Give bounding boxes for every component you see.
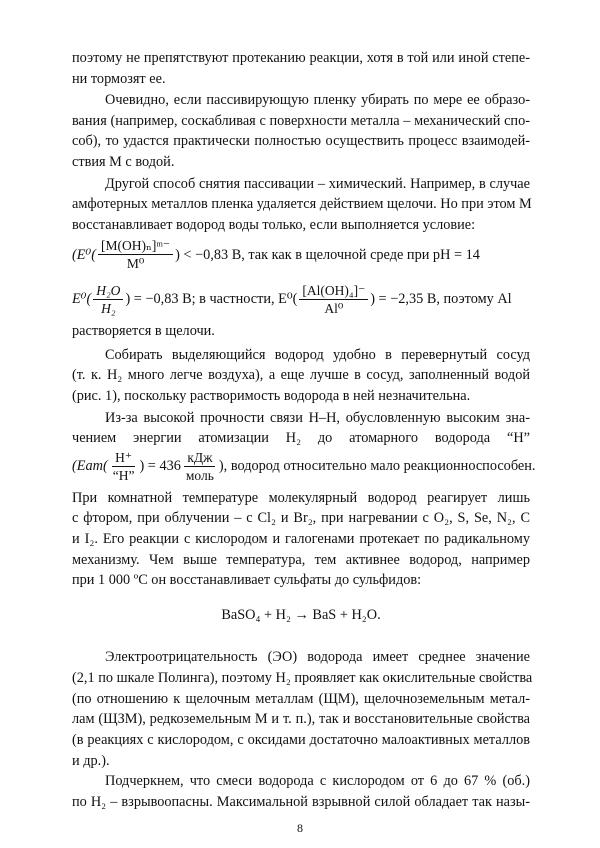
fraction-denominator: “H” — [112, 467, 135, 483]
formula-line-2 — [72, 279, 530, 319]
text-line: соб), то удастся практически полностью осуществить процесс взаимодей- — [72, 133, 530, 150]
fraction-denominator: M⁰ — [126, 256, 145, 272]
text-line: (по отношению к щелочным металлам (ЩМ), щелочноземельным метал- — [72, 690, 530, 707]
text-line: с фтором, при облучении – с Cl₂ и Br₂, при нагревании с O₂, S, Se, N₂, C — [72, 510, 530, 527]
text-line: (т. к. H₂ много легче воздуха), а еще лучше в сосуд, заполненный водой — [72, 367, 530, 384]
unit-fraction — [183, 450, 217, 483]
fraction-numerator: H₂O — [93, 283, 123, 300]
unit-denominator: моль — [185, 467, 214, 483]
formula-prefix: (Eат( — [72, 458, 108, 475]
text-line: по H₂ – взрывоопасны. Максимальной взрывной силой обладает так назы- — [72, 793, 530, 810]
formula-prefix: (E⁰( — [72, 246, 96, 263]
fraction — [98, 238, 173, 271]
text-line: чением энергии атомизации H₂ до атомарного водорода “H” — [72, 430, 530, 447]
text-line: восстанавливает водород воды только, если выполняется условие: — [72, 217, 476, 234]
text-line: (в реакциях с кислородом, с оксидами достаточно малоактивных металлов — [72, 731, 530, 748]
formula-suffix: ) = −2,35 B, поэтому Al — [370, 291, 512, 308]
formula-line-1 — [72, 235, 530, 275]
formula-value: ) = 436 — [139, 458, 181, 475]
text-line: амфотерных металлов пленка удаляется действием щелочи. Но при этом М — [72, 196, 532, 213]
formula-line-3 — [72, 446, 536, 486]
text-line: (рис. 1), поскольку растворимость водорода в ней незначительна. — [72, 388, 471, 405]
text-line: поэтому не препятствуют протеканию реакции, хотя в той или иной степе- — [72, 49, 530, 66]
text-line: ни тормозят ее. — [72, 70, 166, 87]
fraction — [299, 283, 368, 316]
text-line: ствия М с водой. — [72, 154, 175, 171]
text-line: Из-за высокой прочности связи H–H, обусловленную высоким зна- — [105, 409, 530, 426]
text-line: механизму. Чем выше температура, тем активнее водород, например — [72, 551, 530, 568]
fraction-denominator: H₂ — [101, 300, 116, 316]
formula-suffix: ) < −0,83 B, так как в щелочной среде при pH = 14 — [175, 246, 480, 263]
fraction-numerator: H⁺ — [112, 450, 135, 467]
fraction — [110, 450, 138, 483]
formula-e: E⁰( — [72, 291, 92, 308]
text-line: При комнатной температуре молекулярный водород реагирует лишь — [72, 489, 530, 506]
text-line: (2,1 по шкале Полинга), поэтому H₂ проявляет как окислительные свойства — [72, 669, 533, 686]
chemical-equation: BaSO₄ + H₂ → BaS + H₂O. — [221, 606, 381, 623]
text-line: растворяется в щелочи. — [72, 323, 215, 340]
text-line: вания (например, соскабливая с поверхности металла – механический спо- — [72, 112, 530, 129]
page-number: 8 — [297, 820, 303, 835]
text-line: при 1 000 ºС он восстанавливает сульфаты до сульфидов: — [72, 572, 422, 589]
fraction-numerator: [Al(OH)₄]⁻ — [299, 283, 368, 300]
text-line: и др.). — [72, 752, 110, 769]
unit-numerator: кДж — [184, 450, 215, 467]
text-line: Электроотрицательность (ЭО) водорода имеет среднее значение — [105, 649, 530, 666]
text-line: Другой способ снятия пассивации – химический. Например, в случае — [105, 175, 530, 192]
formula-middle: ) = −0,83 B; в частности, E⁰( — [125, 291, 298, 308]
text-line: Подчеркнем, что смеси водорода с кислородом от 6 до 67 % (об.) — [105, 773, 530, 790]
fraction — [93, 283, 123, 316]
fraction-denominator: Al⁰ — [324, 300, 344, 316]
text-line: Собирать выделяющийся водород удобно в перевернутый сосуд — [105, 346, 530, 363]
text-line: и I₂. Его реакции с кислородом и галогенами протекает по радикальному — [72, 530, 530, 547]
formula-suffix: ), водород относительно мало реакционноспособен. — [218, 458, 536, 475]
text-line: лам (ЩЗМ), редкоземельным М и т. п.), так и восстановительные свойства — [72, 711, 530, 728]
fraction-numerator: [M(OH)ₙ]ᵐ⁻ — [98, 238, 173, 255]
text-line: Очевидно, если пассивирующую пленку убирать по мере ее образо- — [105, 92, 530, 109]
